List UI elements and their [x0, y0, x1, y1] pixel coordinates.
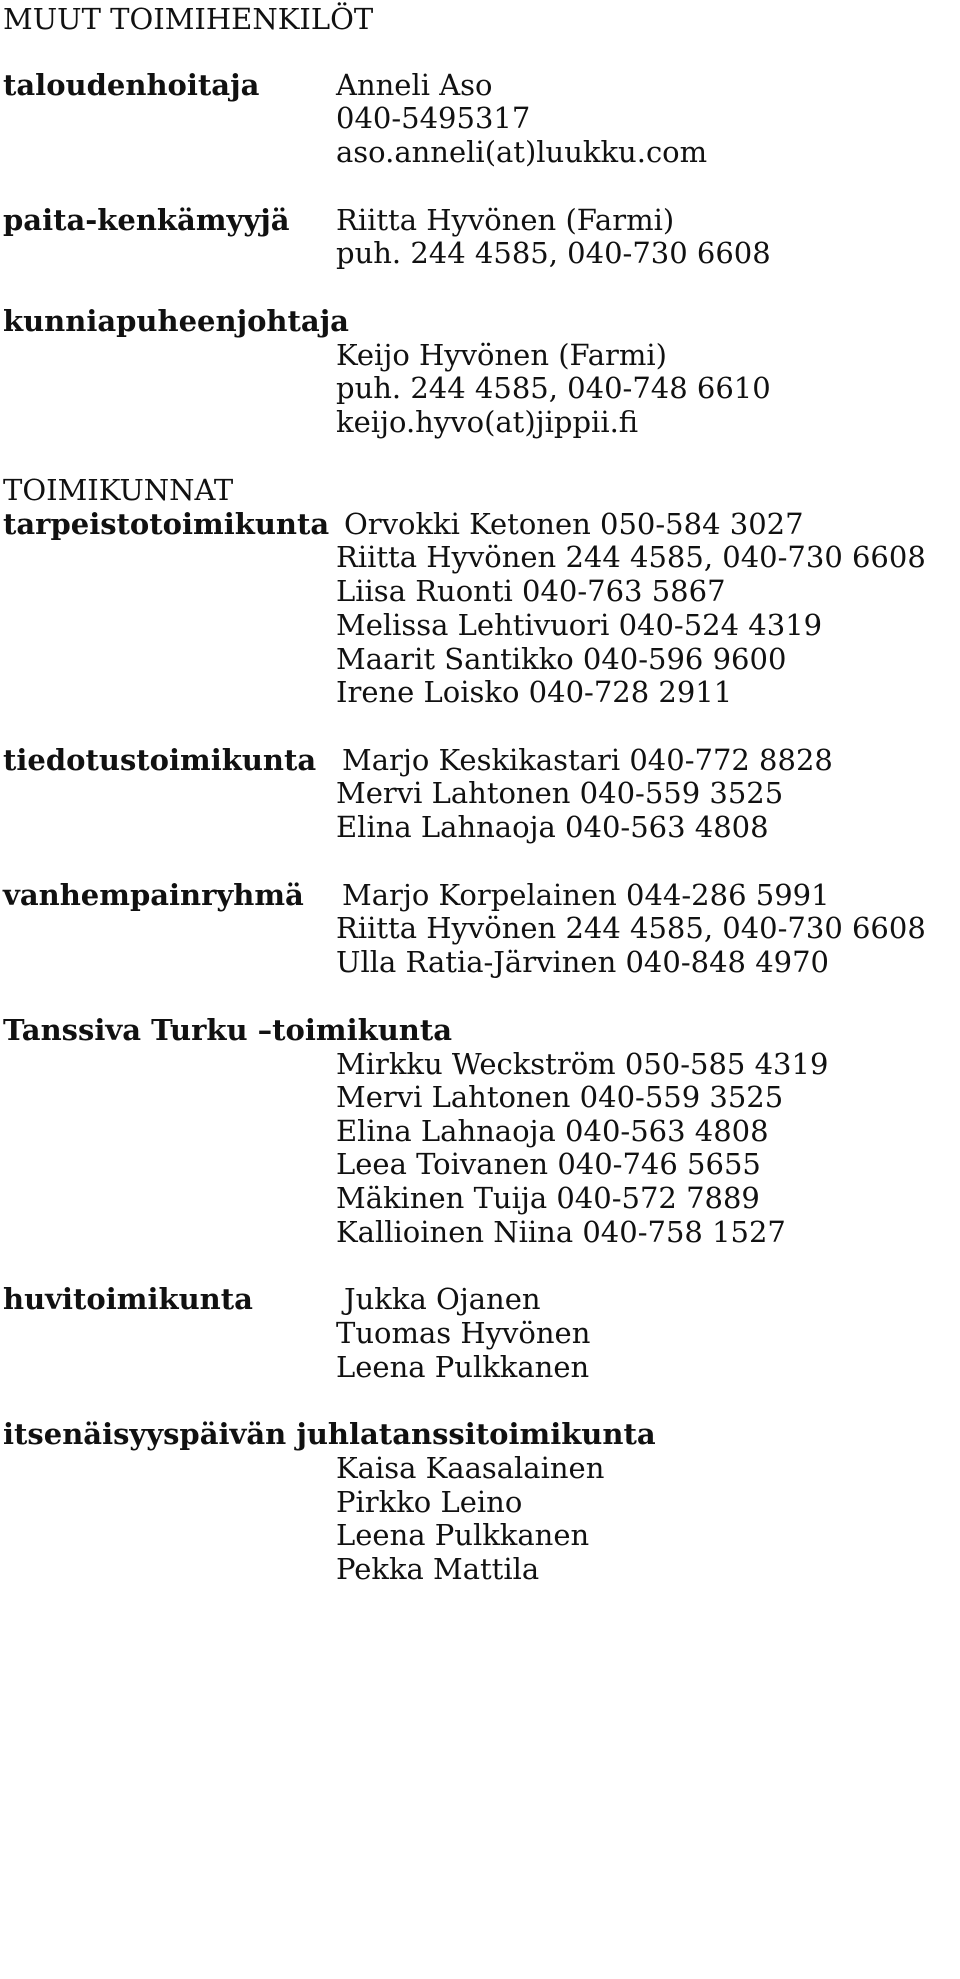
tanssiva-member: Kallioinen Niina 040-758 1527	[336, 1215, 786, 1249]
label-supplies-committee: tarpeistotoimikunta	[3, 507, 330, 541]
supplies-member-first: Orvokki Ketonen 050-584 3027	[344, 507, 804, 541]
entertainment-member: Tuomas Hyvönen	[336, 1316, 591, 1350]
supplies-member: Liisa Ruonti 040-763 5867	[336, 574, 726, 608]
label-honorary-chair: kunniapuheenjohtaja	[3, 304, 349, 338]
treasurer-email: aso.anneli(at)luukku.com	[336, 135, 708, 169]
supplies-member: Maarit Santikko 040-596 9600	[336, 642, 787, 676]
parents-member: Ulla Ratia-Järvinen 040-848 4970	[336, 945, 829, 979]
label-treasurer: taloudenhoitaja	[3, 68, 260, 102]
seller-phone: puh. 244 4585, 040-730 6608	[336, 236, 771, 270]
independence-ball-member: Leena Pulkkanen	[336, 1518, 590, 1552]
entertainment-member: Leena Pulkkanen	[336, 1350, 590, 1384]
tanssiva-member: Elina Lahnaoja 040-563 4808	[336, 1114, 769, 1148]
independence-ball-member: Kaisa Kaasalainen	[336, 1451, 605, 1485]
treasurer-phone: 040-5495317	[336, 101, 531, 135]
parents-member: Riitta Hyvönen 244 4585, 040-730 6608	[336, 911, 926, 945]
label-tanssiva-committee: Tanssiva Turku –toimikunta	[3, 1013, 453, 1047]
tanssiva-member: Mäkinen Tuija 040-572 7889	[336, 1181, 760, 1215]
supplies-member: Irene Loisko 040-728 2911	[336, 675, 733, 709]
tanssiva-member: Mervi Lahtonen 040-559 3525	[336, 1080, 784, 1114]
independence-ball-member: Pirkko Leino	[336, 1485, 523, 1519]
independence-ball-member: Pekka Mattila	[336, 1552, 540, 1586]
honorary-chair-name: Keijo Hyvönen (Farmi)	[336, 338, 667, 372]
section-heading-staff: MUUT TOIMIHENKILÖT	[3, 2, 374, 36]
parents-member-first: Marjo Korpelainen 044-286 5991	[342, 878, 830, 912]
section-heading-committees: TOIMIKUNNAT	[3, 473, 234, 507]
treasurer-name: Anneli Aso	[336, 68, 493, 102]
communications-member-first: Marjo Keskikastari 040-772 8828	[342, 743, 833, 777]
label-communications-committee: tiedotustoimikunta	[3, 743, 317, 777]
label-shirt-shoe-seller: paita-kenkämyyjä	[3, 203, 290, 237]
label-parents-group: vanhempainryhmä	[3, 878, 304, 912]
supplies-member: Melissa Lehtivuori 040-524 4319	[336, 608, 823, 642]
seller-name: Riitta Hyvönen (Farmi)	[336, 203, 675, 237]
tanssiva-member: Mirkku Weckström 050-585 4319	[336, 1047, 829, 1081]
communications-member: Elina Lahnaoja 040-563 4808	[336, 810, 769, 844]
honorary-chair-phone: puh. 244 4585, 040-748 6610	[336, 371, 771, 405]
communications-member: Mervi Lahtonen 040-559 3525	[336, 776, 784, 810]
tanssiva-member: Leea Toivanen 040-746 5655	[336, 1147, 761, 1181]
honorary-chair-email: keijo.hyvo(at)jippii.fi	[336, 405, 639, 439]
label-entertainment-committee: huvitoimikunta	[3, 1282, 253, 1316]
entertainment-member: Jukka Ojanen	[344, 1282, 541, 1316]
label-independence-ball-committee: itsenäisyyspäivän juhlatanssitoimikunta	[3, 1417, 656, 1451]
supplies-member: Riitta Hyvönen 244 4585, 040-730 6608	[336, 540, 926, 574]
